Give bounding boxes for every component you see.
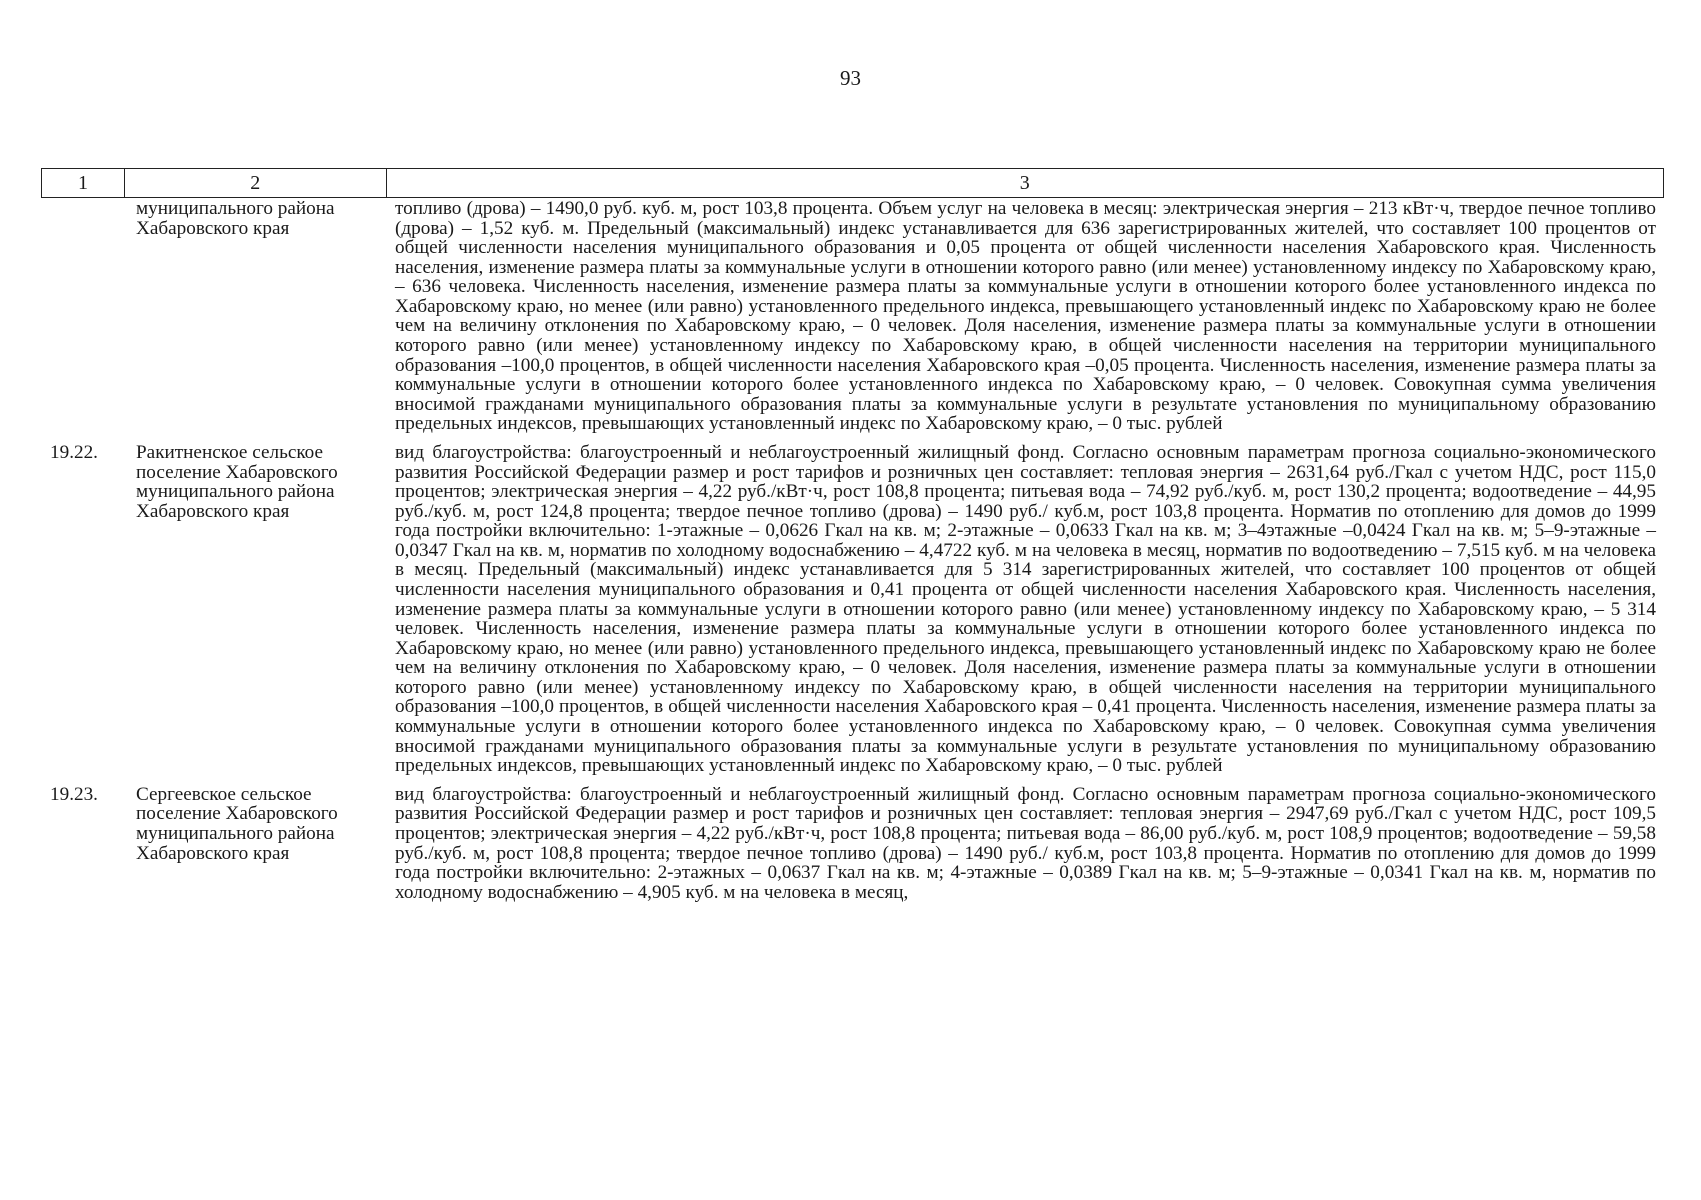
- row-description: топливо (дрова) – 1490,0 руб. куб. м, рост 103,8 процента. Объем услуг на человека в месяц: электрическая энергия – 213 кВт·ч, твердое печное топливо (дрова) – 1,52 куб. м. Предельный (максимальный) индекс устанавливается для 636 зарегистрированных жителей, что составляет 100 процентов от общей численности населения муниципального образования и 0,05 процента от общей численности населения Хабаровского края. Численность населения, изменение размера платы за коммунальные услуги в отношении которого равно (или менее) установленному индексу по Хабаровскому краю, – 636 человека. Численность населения, изменение размера платы за коммунальные услуги в отношении которого более установленного индекса по Хабаровскому краю, но менее (или равно) установленного предельного индекса, превышающего установленный индекс по Хабаровскому краю не более чем на величину отклонения по Хабаровскому краю, – 0 человек. Доля населения, изменение размера платы за коммунальные услуги в отношении которого равно (или менее) установленному индексу по Хабаровскому краю, в общей численности населения на территории муниципального образования –100,0 процентов, в общей численности населения Хабаровского края –0,05 процента. Численность населения, изменение размера платы за коммунальные услуги в отношении которого более установленного индекса по Хабаровскому краю, – 0 человек. Совокупная сумма увеличения вносимой гражданами муниципального образования платы за коммунальные услуги в результате установления по муниципальному образованию предельных индексов, превышающих установленный индекс по Хабаровскому краю, – 0 тыс. рублей: [395, 198, 1656, 435]
- row-description: вид благоустройства: благоустроенный и неблагоустроенный жилищный фонд. Согласно основным параметрам прогноза социально-экономического развития Российской Федерации размер и рост тарифов и розничных цен составляет: тепловая энергия – 2947,69 руб./Гкал с учетом НДС, рост 109,5 процентов; электрическая энергия – 4,22 руб./кВт·ч, рост 108,8 процента; питьевая вода – 86,00 руб./куб. м, рост 108,9 процентов; водоотведение – 59,58 руб./куб. м, рост 108,8 процента; твердое печное топливо (дрова) – 1490 руб./ куб.м, рост 103,8 процента. Норматив по отоплению для домов до 1999 года постройки включительно: 2-этажных – 0,0637 Гкал на кв. м; 4-этажные – 0,0389 Гкал на кв. м; 5–9-этажные – 0,0341 Гкал на кв. м, норматив по холодному водоснабжению – 4,905 куб. м на человека в месяц,: [395, 783, 1656, 903]
- municipality-name: Ракитненское сельское поселение Хабаровского муниципального района Хабаровского края: [136, 441, 338, 522]
- table-row: [41, 785, 1664, 902]
- row-number: 19.23.: [50, 783, 98, 805]
- municipality-name: муниципального района Хабаровского края: [136, 198, 335, 239]
- table-header: [41, 168, 1664, 198]
- table-row: [41, 199, 1664, 434]
- row-number: 19.22.: [50, 441, 98, 463]
- header-col-3: 3: [386, 169, 1663, 197]
- row-description: вид благоустройства: благоустроенный и неблагоустроенный жилищный фонд. Согласно основным параметрам прогноза социально-экономического развития Российской Федерации размер и рост тарифов и розничных цен составляет: тепловая энергия – 2631,64 руб./Гкал с учетом НДС, рост 115,0 процентов; электрическая энергия – 4,22 руб./кВт·ч, рост 108,8 процента; питьевая вода – 74,92 руб./куб. м, рост 130,2 процента; водоотведение – 44,95 руб./куб. м, рост 124,8 процента; твердое печное топливо (дрова) – 1490 руб./ куб.м, рост 103,8 процента. Норматив по отоплению для домов до 1999 года постройки включительно: 1-этажные – 0,0626 Гкал на кв. м; 2-этажные – 0,0633 Гкал на кв. м; 3–4этажные –0,0424 Гкал на кв. м; 5–9-этажные – 0,0347 Гкал на кв. м, норматив по холодному водоснабжению – 4,4722 куб. м на человека в месяц, норматив по водоотведению – 7,515 куб. м на человека в месяц. Предельный (максимальный) индекс устанавливается для 5 314 зарегистрированных жителей, что составляет 100 процентов от общей численности населения муниципального образования и 0,41 процента от общей численности населения Хабаровского края. Численность населения, изменение размера платы за коммунальные услуги в отношении которого равно (или менее) установленному индексу по Хабаровскому краю, – 5 314 человек. Численность населения, изменение размера платы за коммунальные услуги в отношении которого более установленного индекса по Хабаровскому краю, но менее (или равно) установленного предельного индекса, превышающего установленный индекс по Хабаровскому краю не более чем на величину отклонения по Хабаровскому краю, – 0 человек. Доля населения, изменение размера платы за коммунальные услуги в отношении которого равно (или менее) установленному индексу по Хабаровскому краю, в общей численности населения на территории муниципального образования –100,0 процентов, в общей численности населения Хабаровского края – 0,41 процента. Численность населения, изменение размера платы за коммунальные услуги в отношении которого более установленного индекса по Хабаровскому краю, – 0 человек. Совокупная сумма увеличения вносимой гражданами муниципального образования платы за коммунальные услуги в результате установления по муниципальному образованию предельных индексов, превышающих установленный индекс по Хабаровскому краю, – 0 тыс. рублей: [395, 441, 1656, 777]
- header-col-1: 1: [77, 171, 88, 194]
- table-row: [41, 443, 1664, 776]
- header-col-2: 2: [124, 169, 386, 197]
- page-number: 93: [840, 66, 861, 90]
- municipality-name: Сергеевское сельское поселение Хабаровского муниципального района Хабаровского края: [136, 783, 338, 864]
- tariff-table: [41, 168, 1664, 902]
- row-number: [41, 199, 123, 434]
